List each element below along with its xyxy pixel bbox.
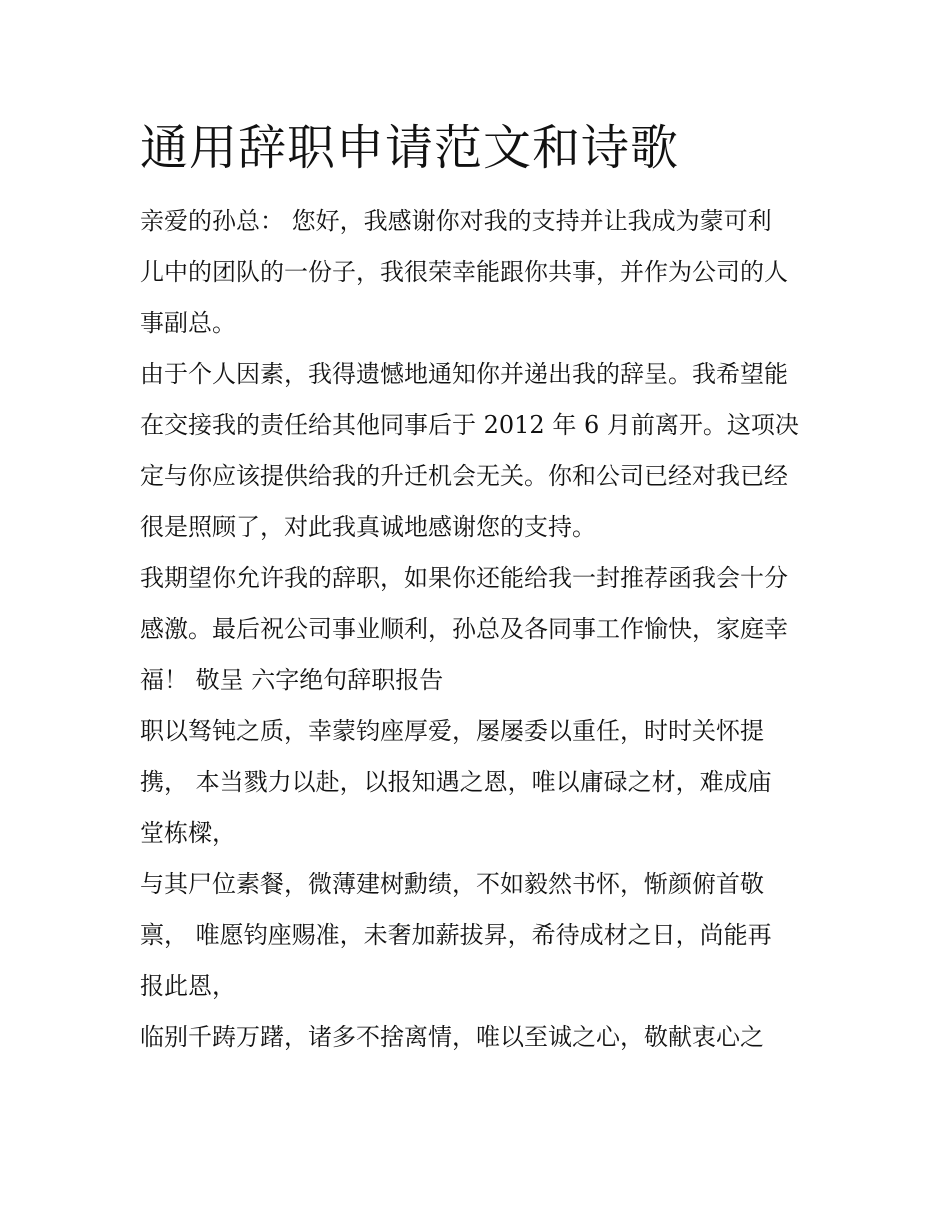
body-line: 临别千踌万躇，诸多不捨离情，唯以至诚之心，敬献衷心之 [140, 1023, 764, 1051]
body-line: 亲爱的孙总： 您好，我感谢你对我的支持并让我成为蒙可利 [140, 207, 772, 235]
body-line: 由于个人因素，我得遗憾地通知你并递出我的辞呈。我希望能 [140, 360, 788, 388]
body-line: 感激。最后祝公司事业顺利，孙总及各同事工作愉快，家庭幸 [140, 615, 788, 643]
document-body [140, 196, 820, 1063]
body-line: 在交接我的责任给其他同事后于 2012 年 6 月前离开。这项决 [140, 411, 799, 439]
body-line: 儿中的团队的一份子，我很荣幸能跟你共事，并作为公司的人 [140, 258, 788, 286]
body-line: 福！ 敬呈 六字绝句辞职报告 [140, 666, 444, 694]
body-line: 携， 本当戮力以赴，以报知遇之恩，唯以庸碌之材，难成庙 [140, 768, 772, 796]
body-line: 我期望你允许我的辞职，如果你还能给我一封推荐函我会十分 [140, 564, 788, 592]
body-line: 报此恩， [140, 972, 236, 1000]
body-line: 事副总。 [140, 309, 236, 337]
body-line: 职以驽钝之质，幸蒙钧座厚爱，屡屡委以重任，时时关怀提 [140, 717, 764, 745]
body-line: 禀， 唯愿钧座赐准，未奢加薪拔昇，希待成材之日，尚能再 [140, 921, 772, 949]
body-line: 很是照顾了，对此我真诚地感谢您的支持。 [140, 513, 596, 541]
body-line: 与其尸位素餐，微薄建树勳绩，不如毅然书怀，惭颜俯首敬 [140, 870, 764, 898]
body-line: 定与你应该提供给我的升迁机会无关。你和公司已经对我已经 [140, 462, 788, 490]
document-title: 通用辞职申请范文和诗歌 [140, 120, 680, 176]
body-line: 堂栋樑， [140, 819, 236, 847]
